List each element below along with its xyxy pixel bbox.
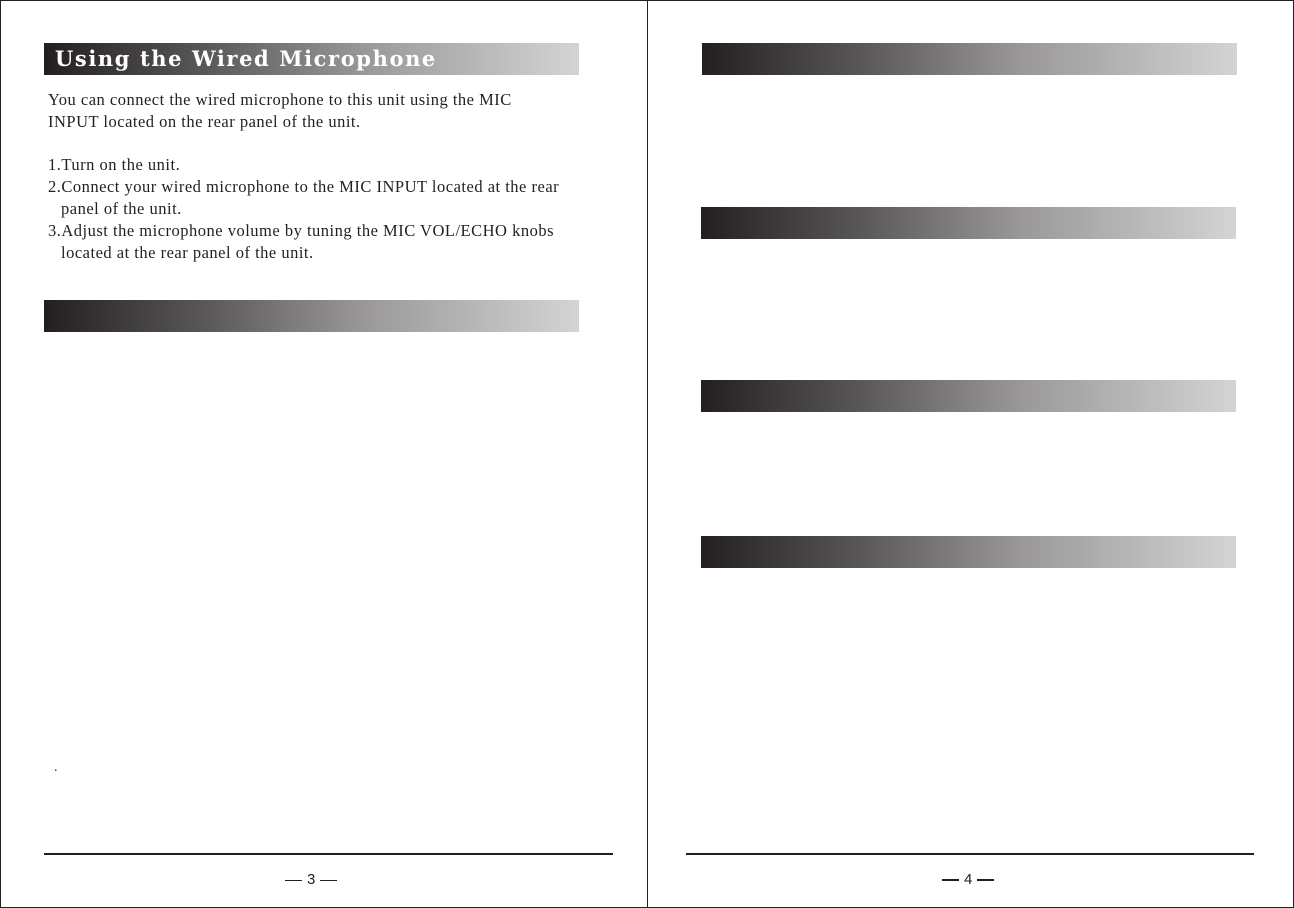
step-3: 3.Adjust the microphone volume by tuning the MIC VOL/ECHO knobs bbox=[48, 221, 554, 240]
section-heading-bar-empty bbox=[44, 300, 579, 332]
section-heading-bar-empty bbox=[701, 207, 1236, 239]
step-2: 2.Connect your wired microphone to the MIC INPUT located at the rear bbox=[48, 177, 560, 196]
section-heading-bar-empty bbox=[702, 43, 1237, 75]
intro-line: You can connect the wired microphone to this unit using the MIC bbox=[48, 90, 512, 109]
intro-line: INPUT located on the rear panel of the unit. bbox=[48, 112, 361, 131]
dash bbox=[942, 879, 959, 881]
step-1: 1.Turn on the unit. bbox=[48, 155, 181, 174]
page-number-right bbox=[942, 869, 994, 891]
dash bbox=[285, 880, 302, 881]
section-heading-bar-empty bbox=[701, 536, 1236, 568]
stray-mark: . bbox=[54, 760, 58, 775]
intro-paragraph bbox=[48, 89, 512, 133]
step-3-continuation: located at the rear panel of the unit. bbox=[61, 243, 314, 262]
footer-rule-left bbox=[44, 853, 613, 855]
steps-list bbox=[48, 154, 559, 264]
dash bbox=[977, 879, 994, 881]
page-divider bbox=[647, 0, 648, 908]
section-heading: Using the Wired Microphone bbox=[55, 46, 437, 71]
step-2-continuation: panel of the unit. bbox=[61, 199, 182, 218]
page-number-value: 3 bbox=[307, 871, 316, 888]
page-number-value: 4 bbox=[964, 871, 973, 888]
footer-rule-right bbox=[686, 853, 1254, 855]
dash bbox=[320, 880, 337, 881]
section-heading-bar bbox=[44, 43, 579, 75]
section-heading-bar-empty bbox=[701, 380, 1236, 412]
page-number-left bbox=[285, 869, 337, 891]
